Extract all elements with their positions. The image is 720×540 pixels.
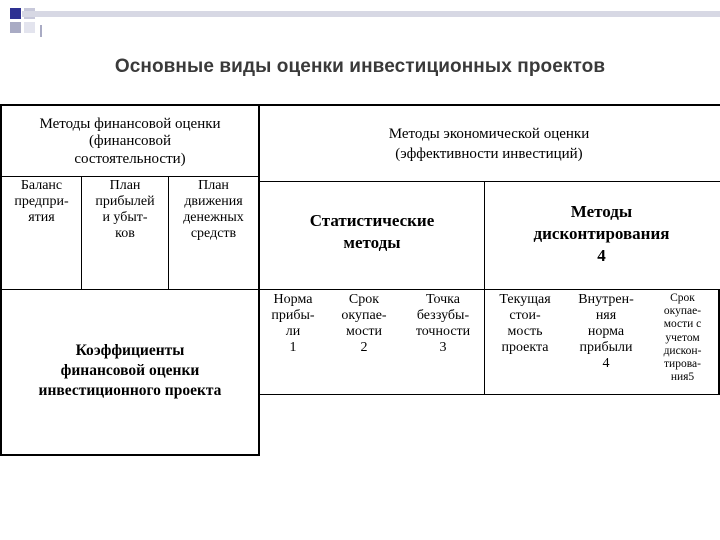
method-internal-rate: Внутрен- няя норма прибыли 4 — [578, 292, 634, 372]
decor-vertical-stub — [40, 25, 42, 37]
line-items-bottom — [0, 289, 720, 290]
financial-item-profit-plan: План прибылей и убыт- ков — [95, 178, 155, 242]
line-economic-heading-bottom — [258, 181, 720, 182]
page-title: Основные виды оценки инвестиционных проектов — [114, 56, 606, 77]
statistical-methods: Статистические методы — [309, 210, 435, 252]
method-discounted-payback: Срок окупае- мости с учетом дискон- тирова- ния5 — [663, 292, 702, 384]
discounting-methods: Методы дисконтирования 4 — [533, 201, 670, 266]
line-financial-heading-bottom — [0, 176, 260, 177]
economic-methods-heading: Методы экономической оценки (эффективности инвестиций) — [388, 125, 590, 162]
method-profit-rate: Норма прибы- ли 1 — [271, 292, 315, 356]
decor-top-bar — [22, 11, 720, 17]
methods-diagram — [0, 104, 720, 456]
decor-square-mid — [10, 22, 21, 33]
financial-item-cashflow-plan: План движения денежных средств — [183, 178, 244, 242]
decor-square-pale — [24, 22, 35, 33]
financial-item-balance: Баланс предпри- ятия — [14, 178, 69, 226]
method-present-value: Текущая стои- мость проекта — [499, 292, 551, 356]
financial-coefficients: Коэффициенты финансовой оценки инвестиционного проекта — [38, 341, 222, 400]
line-bottom — [0, 454, 260, 456]
decor-square-dark — [10, 8, 21, 19]
method-payback-period: Срок окупае- мости 2 — [341, 292, 387, 356]
line-top — [0, 104, 720, 106]
method-breakeven-point: Точка беззубы- точности 3 — [415, 292, 471, 356]
financial-methods-heading: Методы финансовой оценки (финансовой состоятельности) — [39, 116, 221, 167]
